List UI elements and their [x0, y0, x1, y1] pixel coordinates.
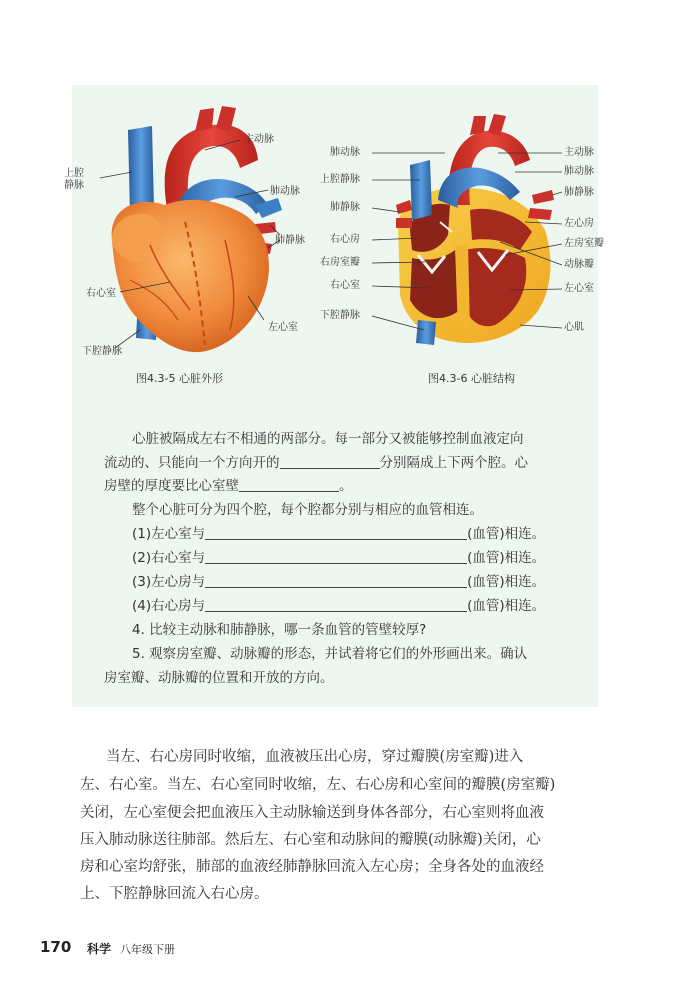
body-line-5: 房和心室均舒张，肺部的血液经肺静脉回流入左心房；全身各处的血液经	[80, 859, 544, 875]
item-2-suffix: (血管)相连。	[467, 550, 546, 566]
label-right-ventricle: 右心室	[86, 288, 116, 299]
item-4-prefix: (4)右心房与	[132, 598, 206, 614]
blank-item-2[interactable]	[205, 549, 467, 564]
item-3-prefix: (3)左心房与	[132, 574, 206, 590]
task-item-1	[132, 523, 545, 545]
item-1-prefix: (1)左心室与	[132, 526, 206, 542]
task-para1-line2-text: 流动的、只能向一个方向开的	[104, 455, 280, 471]
blank-thickness[interactable]	[239, 477, 339, 492]
item-4-suffix: (血管)相连。	[467, 598, 546, 614]
footer-subject: 科学	[87, 942, 112, 956]
label-pulmonary-artery: 肺动脉	[270, 186, 300, 197]
task-item-2	[132, 547, 545, 569]
label-r-right-ventricle: 右心室	[330, 280, 360, 291]
task-para2: 整个心脏可分为四个腔，每个腔都分别与相应的血管相连。	[132, 502, 483, 518]
task-item-4	[132, 595, 545, 617]
label-left-atrium: 左心房	[564, 218, 594, 229]
body-line-2: 左、右心室。当左、右心室同时收缩，左、右心房和心室间的瓣膜(房室瓣)	[80, 777, 556, 793]
label-aorta: 主动脉	[244, 134, 274, 145]
label-myocardium: 心肌	[564, 322, 584, 333]
label-l-superior-vena-cava: 上腔静脉	[320, 174, 360, 185]
blank-valve[interactable]	[280, 454, 380, 469]
label-left-ventricle: 左心室	[268, 322, 298, 333]
footer-grade: 八年级下册	[120, 943, 175, 956]
blank-item-1[interactable]	[205, 525, 467, 540]
label-right-atrium: 右心房	[330, 234, 360, 245]
body-line-4: 压入肺动脉送往肺部。然后左、右心室和动脉间的瓣膜(动脉瓣)关闭，心	[80, 832, 541, 848]
label-arterial-valve: 动脉瓣	[564, 259, 594, 270]
blank-item-4[interactable]	[205, 597, 467, 612]
item-2-prefix: (2)右心室与	[132, 550, 206, 566]
task-item-3	[132, 571, 545, 593]
superior-vena-cava	[128, 126, 154, 214]
label-l-pulmonary-veins: 肺静脉	[330, 202, 360, 213]
label-l-pulmonary-artery: 肺动脉	[330, 147, 360, 158]
blank-item-3[interactable]	[205, 573, 467, 588]
label-left-av-valve: 左房室瓣	[564, 238, 604, 249]
label-inferior-vena-cava: 下腔静脉	[82, 346, 122, 357]
task-para1-line1: 心脏被隔成左右不相通的两部分。每一部分又被能够控制血液定向	[132, 431, 524, 447]
label-pulmonary-veins: 肺静脉	[275, 235, 305, 246]
item-1-suffix: (血管)相连。	[467, 526, 546, 542]
body-line-3: 关闭，左心室便会把血液压入主动脉输送到身体各部分，右心室则将血液	[80, 805, 544, 821]
label-r-aorta: 主动脉	[564, 147, 594, 158]
task-para1-line2	[104, 452, 528, 474]
label-r-pulmonary-veins: 肺静脉	[564, 187, 594, 198]
body-line-6: 上、下腔静脉回流入右心房。	[80, 886, 269, 902]
label-r-pulmonary-artery: 肺动脉	[564, 166, 594, 177]
task-question-5-line1: 5. 观察房室瓣、动脉瓣的形态，并试着将它们的外形画出来。确认	[132, 646, 528, 662]
task-question-5-line2: 房室瓣、动脉瓣的位置和开放的方向。	[104, 670, 334, 686]
task-para1-line3	[104, 475, 353, 497]
task-question-4: 4. 比较主动脉和肺静脉，哪一条血管的管壁较厚?	[132, 622, 427, 638]
page-number: 170	[40, 938, 72, 956]
task-para1-line3-text: 房壁的厚度要比心室壁	[104, 478, 239, 494]
task-para1-line3-end: 。	[339, 478, 353, 494]
label-right-av-valve: 右房室瓣	[320, 257, 360, 268]
figure2-caption: 图4.3-6 心脏结构	[428, 372, 515, 385]
item-3-suffix: (血管)相连。	[467, 574, 546, 590]
figure1-caption: 图4.3-5 心脏外形	[136, 372, 223, 385]
heart-structure-figure	[396, 114, 554, 345]
label-l-inferior-vena-cava: 下腔静脉	[320, 310, 360, 321]
label-r-left-ventricle: 左心室	[564, 283, 594, 294]
task-para1-line2-text-b: 分别隔成上下两个腔。心	[379, 455, 528, 471]
label-superior-vena-cava: 上腔 静脉	[64, 168, 84, 191]
body-line-1: 当左、右心房同时收缩，血液被压出心房，穿过瓣膜(房室瓣)进入	[106, 749, 524, 765]
